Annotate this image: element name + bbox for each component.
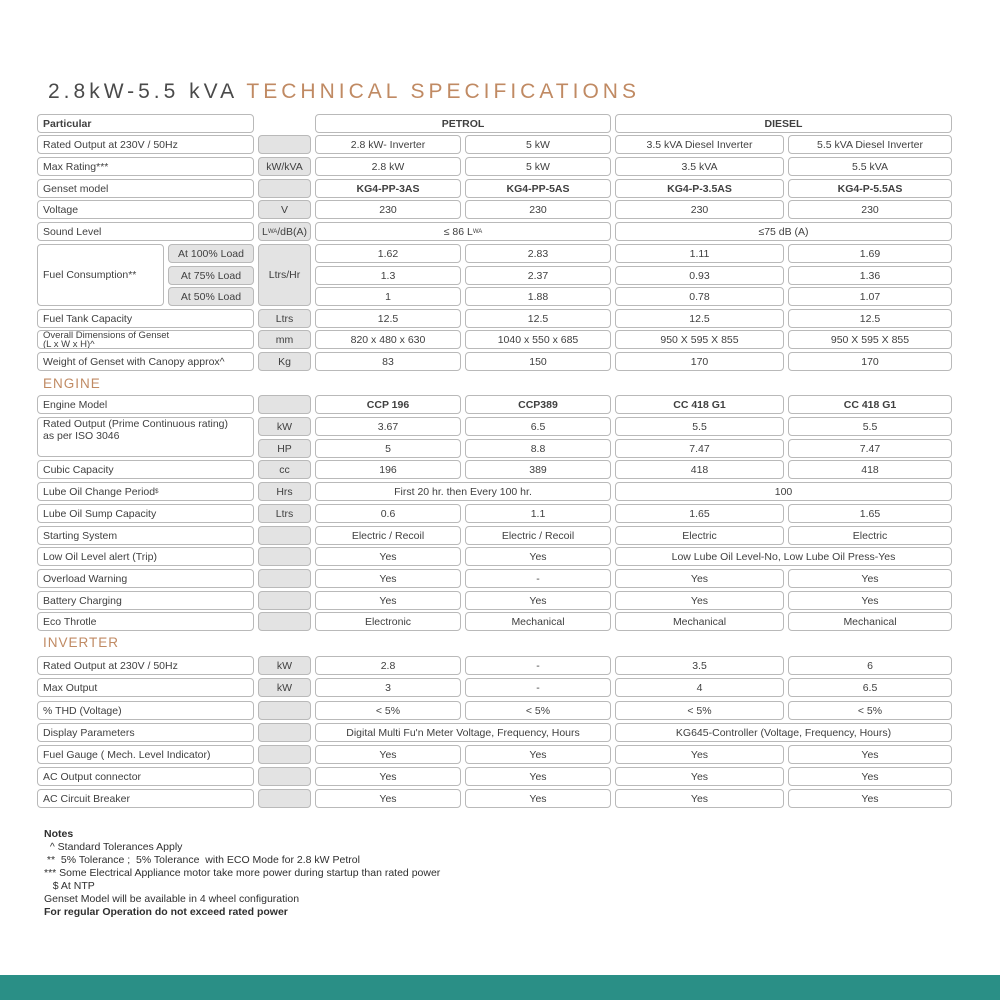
engine-model-row-value: CC 418 G1 — [788, 395, 952, 414]
low-oil-unit — [258, 547, 311, 566]
title-model-range: 2.8kW-5.5 kVA — [48, 80, 237, 103]
overload-row-value: Yes — [615, 569, 784, 588]
max-output-row-value: - — [465, 678, 611, 697]
ac-circuit-breaker-row-value: Yes — [315, 789, 461, 808]
starting-system-row-value: Electric / Recoil — [315, 526, 461, 545]
starting-system-row-value: Electric / Recoil — [465, 526, 611, 545]
cubic-capacity-row-unit: cc — [258, 460, 311, 479]
cubic-capacity-row-value: 196 — [315, 460, 461, 479]
voltage-row-label: Voltage — [37, 200, 254, 219]
lube-sump-row-value: 1.65 — [788, 504, 952, 523]
ac-circuit-breaker-row-value: Yes — [465, 789, 611, 808]
max-output-row-label: Max Output — [37, 678, 254, 697]
fuel-tank-row-unit: Ltrs — [258, 309, 311, 328]
max-rating-row-label: Max Rating*** — [37, 157, 254, 176]
battery-charging-row-value: Yes — [315, 591, 461, 610]
engine-rated-output-value: 7.47 — [615, 439, 784, 458]
fuel-consumption-unit: Ltrs/Hr — [258, 244, 311, 306]
battery-charging-row-label: Battery Charging — [37, 591, 254, 610]
engine-model-row-unit — [258, 395, 311, 414]
fuel-consumption-value: 1.69 — [788, 244, 952, 263]
rated-output-label-line: Rated Output (Prime Continuous rating) — [43, 418, 229, 430]
thd-row-value: < 5% — [315, 701, 461, 720]
dimensions-label — [37, 330, 254, 349]
lube-change-label — [37, 482, 254, 501]
fuel-consumption-value: 2.83 — [465, 244, 611, 263]
ac-circuit-breaker-row-unit — [258, 789, 311, 808]
eco-throttle-row-unit — [258, 612, 311, 631]
voltage-row-value: 230 — [465, 200, 611, 219]
sound-level-label: Sound Level — [37, 222, 254, 241]
max-output-row-value: 6.5 — [788, 678, 952, 697]
fuel-load-label: At 75% Load — [168, 266, 254, 285]
voltage-row-value: 230 — [315, 200, 461, 219]
fuel-tank-row-value: 12.5 — [615, 309, 784, 328]
voltage-row-value: 230 — [615, 200, 784, 219]
voltage-row-unit: V — [258, 200, 311, 219]
dimensions-value: 950 X 595 X 855 — [615, 330, 784, 349]
inverter-rated-output-row-label: Rated Output at 230V / 50Hz — [37, 656, 254, 675]
cubic-capacity-row-value: 389 — [465, 460, 611, 479]
engine-rated-output-value: 8.8 — [465, 439, 611, 458]
overload-row-label: Overload Warning — [37, 569, 254, 588]
engine-rated-output-value: 6.5 — [465, 417, 611, 436]
weight-row-value: 170 — [615, 352, 784, 371]
fuel-consumption-label: Fuel Consumption** — [37, 244, 164, 306]
value-text: ≤ 86 L — [443, 225, 473, 238]
fuel-consumption-value: 1.36 — [788, 266, 952, 285]
cubic-capacity-row-label: Cubic Capacity — [37, 460, 254, 479]
dimensions-value: 820 x 480 x 630 — [315, 330, 461, 349]
voltage-row-value: 230 — [788, 200, 952, 219]
fuel-consumption-value: 0.78 — [615, 287, 784, 306]
weight-row-value: 150 — [465, 352, 611, 371]
overload-row-unit — [258, 569, 311, 588]
weight-row-value: 83 — [315, 352, 461, 371]
dimensions-label-line: (L x W x H)^ — [43, 338, 95, 349]
battery-charging-row-value: Yes — [788, 591, 952, 610]
ac-circuit-breaker-row-label: AC Circuit Breaker — [37, 789, 254, 808]
fuel-consumption-value: 1.07 — [788, 287, 952, 306]
genset-model-row-value: KG4-P-3.5AS — [615, 179, 784, 198]
section-inverter: INVERTER — [43, 635, 120, 650]
ac-output-connector-row-unit — [258, 767, 311, 786]
starting-system-row-value: Electric — [788, 526, 952, 545]
starting-system-row-label: Starting System — [37, 526, 254, 545]
note-line: $ At NTP — [44, 880, 95, 892]
dimensions-label-line: Overall Dimensions of Genset — [43, 330, 170, 341]
ac-circuit-breaker-row-value: Yes — [788, 789, 952, 808]
ac-output-connector-row-value: Yes — [465, 767, 611, 786]
low-oil-value: Yes — [315, 547, 461, 566]
fuel-gauge-row-value: Yes — [788, 745, 952, 764]
note-warning: For regular Operation do not exceed rated power — [44, 906, 288, 918]
genset-model-row-label: Genset model — [37, 179, 254, 198]
lube-change-petrol-value: First 20 hr. then Every 100 hr. — [315, 482, 611, 501]
engine-model-row-label: Engine Model — [37, 395, 254, 414]
rated-output-label-line: as per ISO 3046 — [43, 430, 120, 442]
dimensions-unit: mm — [258, 330, 311, 349]
rated-output-row-unit — [258, 135, 311, 154]
thd-row-value: < 5% — [615, 701, 784, 720]
fuel-consumption-value: 1.11 — [615, 244, 784, 263]
notes-heading: Notes — [44, 828, 74, 840]
max-rating-row-value: 5 kW — [465, 157, 611, 176]
rated-output-row-label: Rated Output at 230V / 50Hz — [37, 135, 254, 154]
rated-output-row-value: 5.5 kVA Diesel Inverter — [788, 135, 952, 154]
max-output-row-value: 4 — [615, 678, 784, 697]
engine-rated-output-value: 3.67 — [315, 417, 461, 436]
fuel-consumption-value: 2.37 — [465, 266, 611, 285]
genset-model-row-unit — [258, 179, 311, 198]
fuel-tank-row-value: 12.5 — [465, 309, 611, 328]
battery-charging-row-value: Yes — [465, 591, 611, 610]
engine-rated-output-label — [37, 417, 254, 457]
eco-throttle-row-value: Mechanical — [465, 612, 611, 631]
fuel-load-label: At 50% Load — [168, 287, 254, 306]
starting-system-row-value: Electric — [615, 526, 784, 545]
weight-row-unit: Kg — [258, 352, 311, 371]
fuel-gauge-row-value: Yes — [615, 745, 784, 764]
ac-output-connector-row-value: Yes — [615, 767, 784, 786]
overload-row-value: Yes — [788, 569, 952, 588]
title-technical-specifications: TECHNICAL SPECIFICATIONS — [246, 80, 640, 103]
genset-model-row-value: KG4-P-5.5AS — [788, 179, 952, 198]
notes-block — [44, 828, 440, 919]
sound-level-petrol-value — [315, 222, 611, 241]
section-engine: ENGINE — [43, 376, 101, 391]
fuel-tank-row-value: 12.5 — [315, 309, 461, 328]
sound-level-diesel-value: ≤75 dB (A) — [615, 222, 952, 241]
lube-sump-row-value: 0.6 — [315, 504, 461, 523]
max-rating-row-value: 5.5 kVA — [788, 157, 952, 176]
eco-throttle-row-value: Mechanical — [615, 612, 784, 631]
eco-throttle-row-value: Mechanical — [788, 612, 952, 631]
ac-circuit-breaker-row-value: Yes — [615, 789, 784, 808]
unit-text: /dB(A) — [277, 225, 308, 238]
lube-sump-row-label: Lube Oil Sump Capacity — [37, 504, 254, 523]
fuel-gauge-row-value: Yes — [315, 745, 461, 764]
fuel-consumption-value: 1.88 — [465, 287, 611, 306]
cubic-capacity-row-value: 418 — [615, 460, 784, 479]
lube-sump-row-value: 1.65 — [615, 504, 784, 523]
cubic-capacity-row-value: 418 — [788, 460, 952, 479]
fuel-consumption-value: 1.62 — [315, 244, 461, 263]
engine-rated-output-unit: kW — [258, 417, 311, 436]
fuel-gauge-row-label: Fuel Gauge ( Mech. Level Indicator) — [37, 745, 254, 764]
thd-row-value: < 5% — [465, 701, 611, 720]
note-line: Genset Model will be available in 4 wheel configuration — [44, 893, 300, 905]
battery-charging-row-unit — [258, 591, 311, 610]
weight-row-value: 170 — [788, 352, 952, 371]
fuel-load-label: At 100% Load — [168, 244, 254, 263]
lube-change-unit: Hrs — [258, 482, 311, 501]
engine-rated-output-value: 5.5 — [788, 417, 952, 436]
display-parameters-petrol-value: Digital Multi Fu'n Meter Voltage, Frequency, Hours — [315, 723, 611, 742]
unit-subscript: WA — [267, 228, 278, 235]
inverter-rated-output-row-value: 3.5 — [615, 656, 784, 675]
dimensions-value: 1040 x 550 x 685 — [465, 330, 611, 349]
fuel-consumption-value: 1 — [315, 287, 461, 306]
low-oil-diesel-value: Low Lube Oil Level-No, Low Lube Oil Press-Yes — [615, 547, 952, 566]
value-subscript: WA — [472, 228, 483, 235]
lube-change-label-text: Lube Oil Change Period — [43, 485, 156, 498]
inverter-rated-output-row-value: 2.8 — [315, 656, 461, 675]
battery-charging-row-value: Yes — [615, 591, 784, 610]
header-petrol: PETROL — [315, 114, 611, 133]
overload-row-value: - — [465, 569, 611, 588]
max-rating-row-unit: kW/kVA — [258, 157, 311, 176]
rated-output-row-value: 3.5 kVA Diesel Inverter — [615, 135, 784, 154]
lube-sump-row-value: 1.1 — [465, 504, 611, 523]
max-output-row-unit: kW — [258, 678, 311, 697]
footer-band — [0, 975, 1000, 1000]
header-particular: Particular — [37, 114, 254, 133]
eco-throttle-row-label: Eco Throtle — [37, 612, 254, 631]
dimensions-value: 950 X 595 X 855 — [788, 330, 952, 349]
page-title — [48, 80, 640, 104]
fuel-gauge-row-value: Yes — [465, 745, 611, 764]
note-line: ** 5% Tolerance ; 5% Tolerance with ECO Mode for 2.8 kW Petrol — [44, 854, 360, 866]
lube-change-footnote-mark: $ — [155, 488, 159, 495]
overload-row-value: Yes — [315, 569, 461, 588]
weight-row-label: Weight of Genset with Canopy approx^ — [37, 352, 254, 371]
engine-model-row-value: CC 418 G1 — [615, 395, 784, 414]
unit-text: L — [261, 225, 268, 238]
max-output-row-value: 3 — [315, 678, 461, 697]
display-parameters-diesel-value: KG645-Controller (Voltage, Frequency, Hours) — [615, 723, 952, 742]
fuel-gauge-row-unit — [258, 745, 311, 764]
eco-throttle-row-value: Electronic — [315, 612, 461, 631]
header-diesel: DIESEL — [615, 114, 952, 133]
rated-output-row-value: 5 kW — [465, 135, 611, 154]
fuel-consumption-value: 0.93 — [615, 266, 784, 285]
max-rating-row-value: 2.8 kW — [315, 157, 461, 176]
genset-model-row-value: KG4-PP-3AS — [315, 179, 461, 198]
inverter-rated-output-row-value: - — [465, 656, 611, 675]
engine-model-row-value: CCP389 — [465, 395, 611, 414]
engine-rated-output-value: 5.5 — [615, 417, 784, 436]
display-parameters-unit — [258, 723, 311, 742]
lube-change-diesel-value: 100 — [615, 482, 952, 501]
ac-output-connector-row-value: Yes — [788, 767, 952, 786]
thd-row-value: < 5% — [788, 701, 952, 720]
fuel-tank-row-value: 12.5 — [788, 309, 952, 328]
note-line: ^ Standard Tolerances Apply — [44, 841, 183, 853]
lube-sump-row-unit: Ltrs — [258, 504, 311, 523]
engine-rated-output-unit: HP — [258, 439, 311, 458]
ac-output-connector-row-value: Yes — [315, 767, 461, 786]
engine-rated-output-value: 5 — [315, 439, 461, 458]
genset-model-row-value: KG4-PP-5AS — [465, 179, 611, 198]
inverter-rated-output-row-unit: kW — [258, 656, 311, 675]
max-rating-row-value: 3.5 kVA — [615, 157, 784, 176]
rated-output-row-value: 2.8 kW- Inverter — [315, 135, 461, 154]
engine-rated-output-value: 7.47 — [788, 439, 952, 458]
low-oil-value: Yes — [465, 547, 611, 566]
thd-row-unit — [258, 701, 311, 720]
low-oil-label: Low Oil Level alert (Trip) — [37, 547, 254, 566]
display-parameters-label: Display Parameters — [37, 723, 254, 742]
inverter-rated-output-row-value: 6 — [788, 656, 952, 675]
fuel-tank-row-label: Fuel Tank Capacity — [37, 309, 254, 328]
fuel-consumption-value: 1.3 — [315, 266, 461, 285]
note-line: *** Some Electrical Appliance motor take more power during startup than rated power — [44, 867, 441, 879]
thd-row-label: % THD (Voltage) — [37, 701, 254, 720]
ac-output-connector-row-label: AC Output connector — [37, 767, 254, 786]
starting-system-row-unit — [258, 526, 311, 545]
sound-level-unit — [258, 222, 311, 241]
engine-model-row-value: CCP 196 — [315, 395, 461, 414]
